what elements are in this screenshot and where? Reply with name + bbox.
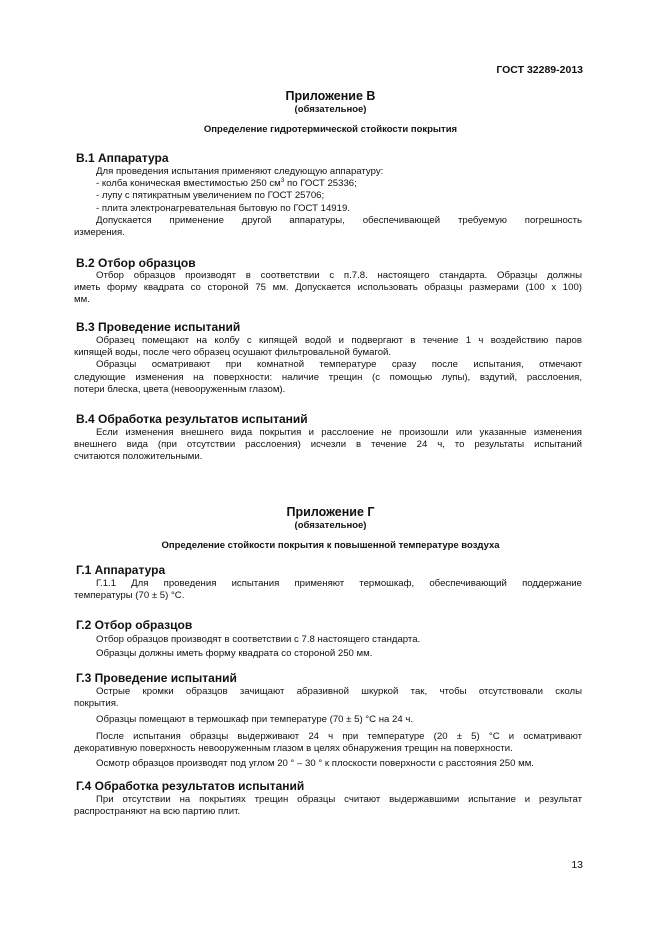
paragraph-line: Образцы осматривают при комнатной температуре сразу после испытания, отмечают [96,359,582,371]
appendix-v-subtitle: (обязательное) [294,104,367,115]
section-v1-title: В.1 Аппаратура [76,151,169,165]
paragraph-line: декоративную поверхность невооруженным глазом в целях обнаружения трещин на поверхности. [74,742,513,754]
list-item: - плита электронагревательная бытовую по ГОСТ 14919. [96,202,350,214]
section-g3-title: Г.3 Проведение испытаний [76,671,237,685]
appendix-g-subtitle: (обязательное) [294,520,367,531]
paragraph-line: Если изменения внешнего вида покрытия и расслоение не произошли или указанные изменения [96,427,582,438]
section-g4-body [74,794,582,818]
section-v1-body [74,166,582,239]
paragraph: Образцы помещают в термошкаф при температуре (70 ± 5) °С на 24 ч. [96,714,414,726]
section-v2-title: В.2 Отбор образцов [76,256,196,270]
section-g2-body [74,634,582,660]
paragraph-line: мм. [74,294,90,306]
section-g1-title: Г.1 Аппаратура [76,563,166,577]
paragraph: Образцы должны иметь форму квадрата со стороной 250 мм. [96,648,373,660]
paragraph-line: распространяют на всю партию плит. [74,806,241,818]
list-item: - лупу с пятикратным увеличением по ГОСТ 25706; [96,190,325,202]
section-v2-body [74,270,582,307]
appendix-g-title: Приложение Г [286,505,375,519]
paragraph-line: После испытания образцы выдерживают 24 ч при температуре (20 ± 5) °С и осматривают [96,730,582,742]
paragraph-line: покрытия. [74,698,119,710]
standard-number: ГОСТ 32289-2013 [496,64,583,76]
paragraph-line: считаются положительными. [74,451,203,463]
paragraph-line: Острые кромки образцов зачищают абразивной шкуркой так, чтобы отсутствовали сколы [96,686,582,697]
paragraph-line: Г.1.1 Для проведения испытания применяют термошкаф, обеспечивающий поддержание [96,578,582,589]
section-v4-title: В.4 Обработка результатов испытаний [76,412,308,426]
page-number: 13 [571,859,583,871]
appendix-v-heading: Определение гидротермической стойкости покрытия [203,124,458,135]
section-v3-title: В.3 Проведение испытаний [76,320,241,334]
paragraph-line: следующие изменения на поверхности: наличие трещин (с помощью лупы), вздутий, расслоения, [74,371,582,383]
paragraph-line: Отбор образцов производят в соответствии с п.7.8. настоящего стандарта. Образцы должны [96,270,582,281]
paragraph-line: измерения. [74,227,125,239]
section-v4-body [74,427,582,464]
paragraph-line: внешнего вида (при отсутствии расслоения) исчезли в течение 24 ч, то результаты испытаний [74,439,582,451]
paragraph-line: Образец помещают на колбу с кипящей водой и подвергают в течение 1 ч воздействию паров [96,335,582,346]
paragraph-line: кипящей воды, после чего образец осушают фильтровальной бумагой. [74,347,392,359]
paragraph: Осмотр образцов производят под углом 20 ° – 30 ° к плоскости поверхности с расстояния 250 мм. [96,758,534,770]
appendix-v-title: Приложение В [285,89,376,103]
paragraph-line: температуры (70 ± 5) °С. [74,590,185,602]
section-g3-body [74,686,582,770]
paragraph-line: иметь форму квадрата со стороной 75 мм. Допускается использовать образцы размерами (100 х 100) [74,282,582,294]
paragraph-line: Допускается применение другой аппаратуры, обеспечивающей требуемую погрешность [96,214,582,226]
section-g1-body [74,578,582,602]
section-g4-title: Г.4 Обработка результатов испытаний [76,779,305,793]
list-item: - колба коническая вместимостью 250 $см^3$ по ГОСТ 25336; [96,177,357,190]
paragraph: Для проведения испытания применяют следующую аппаратуру: [96,166,384,177]
section-v3-body [74,335,582,396]
paragraph-line: потери блеска, цвета (невооруженным глазом). [74,383,286,395]
appendix-g-heading: Определение стойкости покрытия к повышенной температуре воздуха [161,540,500,551]
section-g2-title: Г.2 Отбор образцов [76,618,193,632]
paragraph-line: При отсутствии на покрытиях трещин образцы считают выдержавшими испытание и результат [96,794,582,805]
paragraph: Отбор образцов производят в соответствии с 7.8 настоящего стандарта. [96,634,421,645]
